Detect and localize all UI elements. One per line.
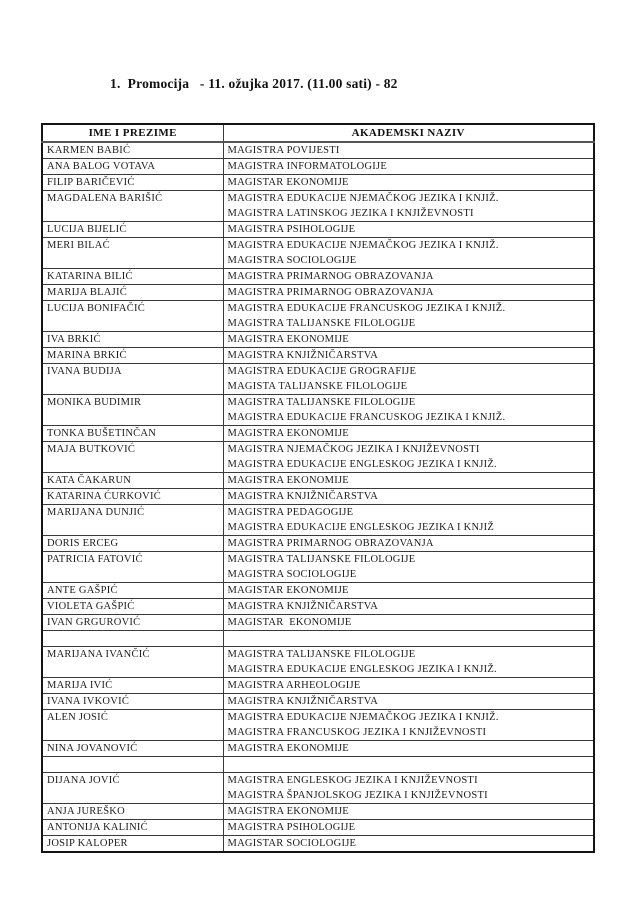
person-name-cell: KATA ČAKARUN [42, 473, 223, 489]
academic-title-cell [223, 426, 594, 442]
table-row [42, 332, 594, 348]
table-row [42, 647, 594, 678]
academic-title-line: MAGISTRA PRIMARNOG OBRAZOVANJA [227, 287, 434, 298]
academic-title-line: MAGISTRA KNJIŽNIČARSTVA [227, 491, 379, 502]
academic-title-cell [223, 836, 594, 853]
academic-title-line: MAGISTRA PEDAGOGIJE [227, 507, 354, 518]
table-row [42, 599, 594, 615]
academic-title-cell [223, 599, 594, 615]
academic-title-cell [223, 804, 594, 820]
academic-title-cell [223, 238, 594, 269]
academic-title-line: MAGISTRA EDUKACIJE NJEMAČKOG JEZIKA I KNJIŽ. [227, 240, 499, 251]
academic-title-line: MAGISTRA LATINSKOG JEZIKA I KNJIŽEVNOSTI [227, 208, 474, 219]
academic-title-cell [223, 191, 594, 222]
academic-title-line: MAGISTRA TALIJANSKE FILOLOGIJE [227, 649, 416, 660]
academic-title-cell [223, 536, 594, 552]
table-row [42, 820, 594, 836]
table-row [42, 757, 594, 773]
person-name-cell: IVANA IVKOVIĆ [42, 694, 223, 710]
table-row [42, 348, 594, 364]
academic-title-line: MAGISTRA EKONOMIJE [227, 743, 349, 754]
person-name-cell: IVA BRKIĆ [42, 332, 223, 348]
person-name-cell: MERI BILAĆ [42, 238, 223, 269]
table-row [42, 159, 594, 175]
person-name-cell: MONIKA BUDIMIR [42, 395, 223, 426]
academic-title-line: MAGISTRA FRANCUSKOG JEZIKA I KNJIŽEVNOSTI [227, 727, 487, 738]
academic-title-cell [223, 678, 594, 694]
person-name-cell: ANA BALOG VOTAVA [42, 159, 223, 175]
academic-title-line: MAGISTRA EKONOMIJE [227, 475, 349, 486]
person-name-cell [42, 757, 223, 773]
academic-title-cell [223, 348, 594, 364]
academic-title-line: MAGISTRA NJEMAČKOG JEZIKA I KNJIŽEVNOSTI [227, 444, 480, 455]
academic-title-cell [223, 222, 594, 238]
academic-title-line: MAGISTRA KNJIŽNIČARSTVA [227, 696, 379, 707]
academic-title-cell [223, 710, 594, 741]
academic-title-line: MAGISTRA KNJIŽNIČARSTVA [227, 601, 379, 612]
table-row [42, 836, 594, 853]
table-row [42, 395, 594, 426]
academic-title-cell [223, 442, 594, 473]
table-row [42, 710, 594, 741]
table-header-row [42, 124, 594, 142]
table-row [42, 694, 594, 710]
table-row [42, 222, 594, 238]
person-name-cell: TONKA BUŠETINČAN [42, 426, 223, 442]
academic-title-line: MAGISTRA EDUKACIJE ENGLESKOG JEZIKA I KNJIŽ [227, 522, 495, 533]
person-name-cell: KATARINA ĆURKOVIĆ [42, 489, 223, 505]
academic-title-cell [223, 615, 594, 631]
table-row [42, 142, 594, 159]
table-row [42, 473, 594, 489]
table-header [42, 124, 594, 142]
academic-title-line: MAGISTAR EKONOMIJE [227, 617, 352, 628]
column-header-academic-title: AKADEMSKI NAZIV [223, 124, 594, 142]
person-name-cell: FILIP BARIČEVIĆ [42, 175, 223, 191]
academic-title-cell [223, 142, 594, 159]
academic-title-cell [223, 647, 594, 678]
person-name-cell: MARIJA BLAJIĆ [42, 285, 223, 301]
person-name-cell: MAGDALENA BARIŠIĆ [42, 191, 223, 222]
person-name-cell: JOSIP KALOPER [42, 836, 223, 853]
person-name-cell: MARINA BRKIĆ [42, 348, 223, 364]
table-row [42, 301, 594, 332]
academic-title-line: MAGISTRA TALIJANSKE FILOLOGIJE [227, 554, 416, 565]
academic-title-line: MAGISTRA SOCIOLOGIJE [227, 255, 357, 266]
academic-title-cell [223, 332, 594, 348]
table-body [42, 142, 594, 852]
person-name-cell [42, 631, 223, 647]
academic-title-line: MAGISTRA PSIHOLOGIJE [227, 224, 356, 235]
table-row [42, 364, 594, 395]
table-row [42, 615, 594, 631]
academic-title-line: MAGISTRA TALIJANSKE FILOLOGIJE [227, 318, 416, 329]
academic-title-line: MAGISTRA EDUKACIJE ENGLESKOG JEZIKA I KNJIŽ. [227, 459, 497, 470]
table-row [42, 191, 594, 222]
table-row [42, 489, 594, 505]
table-row [42, 804, 594, 820]
table-row [42, 536, 594, 552]
academic-title-line: MAGISTRA SOCIOLOGIJE [227, 569, 357, 580]
academic-title-cell [223, 773, 594, 804]
table-row [42, 269, 594, 285]
academic-title-line: MAGISTRA KNJIŽNIČARSTVA [227, 350, 379, 361]
academic-title-line: MAGISTRA TALIJANSKE FILOLOGIJE [227, 397, 416, 408]
person-name-cell: MARIJANA IVANČIĆ [42, 647, 223, 678]
academic-title-line: MAGISTRA EDUKACIJE GROGRAFIJE [227, 366, 417, 377]
academic-title-line: MAGISTRA PSIHOLOGIJE [227, 822, 356, 833]
table-row [42, 175, 594, 191]
person-name-cell: KARMEN BABIĆ [42, 142, 223, 159]
academic-title-cell [223, 395, 594, 426]
academic-title-cell [223, 159, 594, 175]
academic-title-cell [223, 175, 594, 191]
academic-title-cell [223, 741, 594, 757]
academic-title-line: MAGISTRA EKONOMIJE [227, 428, 349, 439]
academic-title-line: MAGISTRA EDUKACIJE FRANCUSKOG JEZIKA I KNJIŽ. [227, 412, 506, 423]
academic-title-line: MAGISTRA PRIMARNOG OBRAZOVANJA [227, 271, 434, 282]
academic-title-line: MAGISTRA EDUKACIJE NJEMAČKOG JEZIKA I KNJIŽ. [227, 712, 499, 723]
person-name-cell: MARIJANA DUNJIĆ [42, 505, 223, 536]
table-row [42, 583, 594, 599]
promotion-table [41, 123, 595, 853]
page-title: 1. Promocija - 11. ožujka 2017. (11.00 sati) - 82 [110, 76, 398, 91]
academic-title-cell [223, 489, 594, 505]
person-name-cell: ANTE GAŠPIĆ [42, 583, 223, 599]
academic-title-line: MAGISTRA EDUKACIJE NJEMAČKOG JEZIKA I KNJIŽ. [227, 193, 499, 204]
academic-title-line: MAGISTA TALIJANSKE FILOLOGIJE [227, 381, 408, 392]
academic-title-line: MAGISTRA ARHEOLOGIJE [227, 680, 361, 691]
column-header-name: IME I PREZIME [42, 124, 223, 142]
academic-title-line: MAGISTRA PRIMARNOG OBRAZOVANJA [227, 538, 434, 549]
academic-title-line: MAGISTRA ENGLESKOG JEZIKA I KNJIŽEVNOSTI [227, 775, 478, 786]
person-name-cell: LUCIJA BONIFAČIĆ [42, 301, 223, 332]
table-row [42, 741, 594, 757]
academic-title-line: MAGISTRA EKONOMIJE [227, 806, 349, 817]
academic-title-cell [223, 583, 594, 599]
academic-title-cell [223, 694, 594, 710]
person-name-cell: VIOLETA GAŠPIĆ [42, 599, 223, 615]
academic-title-cell [223, 301, 594, 332]
academic-title-cell [223, 505, 594, 536]
academic-title-cell [223, 269, 594, 285]
academic-title-cell [223, 757, 594, 773]
academic-title-cell [223, 552, 594, 583]
person-name-cell: LUCIJA BIJELIĆ [42, 222, 223, 238]
person-name-cell: ANJA JUREŠKO [42, 804, 223, 820]
table-row [42, 238, 594, 269]
person-name-cell: MARIJA IVIĆ [42, 678, 223, 694]
table-row [42, 773, 594, 804]
table-row [42, 631, 594, 647]
table-row [42, 426, 594, 442]
person-name-cell: MAJA BUTKOVIĆ [42, 442, 223, 473]
academic-title-line: MAGISTAR SOCIOLOGIJE [227, 838, 357, 849]
academic-title-line: MAGISTAR EKONOMIJE [227, 177, 349, 188]
table-row [42, 442, 594, 473]
academic-title-line: MAGISTRA EDUKACIJE FRANCUSKOG JEZIKA I KNJIŽ. [227, 303, 506, 314]
person-name-cell: ANTONIJA KALINIĆ [42, 820, 223, 836]
person-name-cell: KATARINA BILIĆ [42, 269, 223, 285]
person-name-cell: IVANA BUDIJA [42, 364, 223, 395]
academic-title-cell [223, 285, 594, 301]
table-row [42, 505, 594, 536]
table-row [42, 678, 594, 694]
academic-title-cell [223, 364, 594, 395]
person-name-cell: DORIS ERCEG [42, 536, 223, 552]
person-name-cell: ALEN JOSIĆ [42, 710, 223, 741]
academic-title-line: MAGISTRA EKONOMIJE [227, 334, 349, 345]
academic-title-line: MAGISTRA EDUKACIJE ENGLESKOG JEZIKA I KNJIŽ. [227, 664, 497, 675]
academic-title-line: MAGISTAR EKONOMIJE [227, 585, 349, 596]
academic-title-cell [223, 631, 594, 647]
table-row [42, 285, 594, 301]
person-name-cell: DIJANA JOVIĆ [42, 773, 223, 804]
table-row [42, 552, 594, 583]
academic-title-cell [223, 473, 594, 489]
academic-title-cell [223, 820, 594, 836]
person-name-cell: IVAN GRGUROVIĆ [42, 615, 223, 631]
academic-title-line: MAGISTRA POVIJESTI [227, 145, 340, 156]
person-name-cell: NINA JOVANOVIĆ [42, 741, 223, 757]
academic-title-line: MAGISTRA ŠPANJOLSKOG JEZIKA I KNJIŽEVNOSTI [227, 790, 488, 801]
person-name-cell: PATRICIA FATOVIĆ [42, 552, 223, 583]
academic-title-line: MAGISTRA INFORMATOLOGIJE [227, 161, 388, 172]
